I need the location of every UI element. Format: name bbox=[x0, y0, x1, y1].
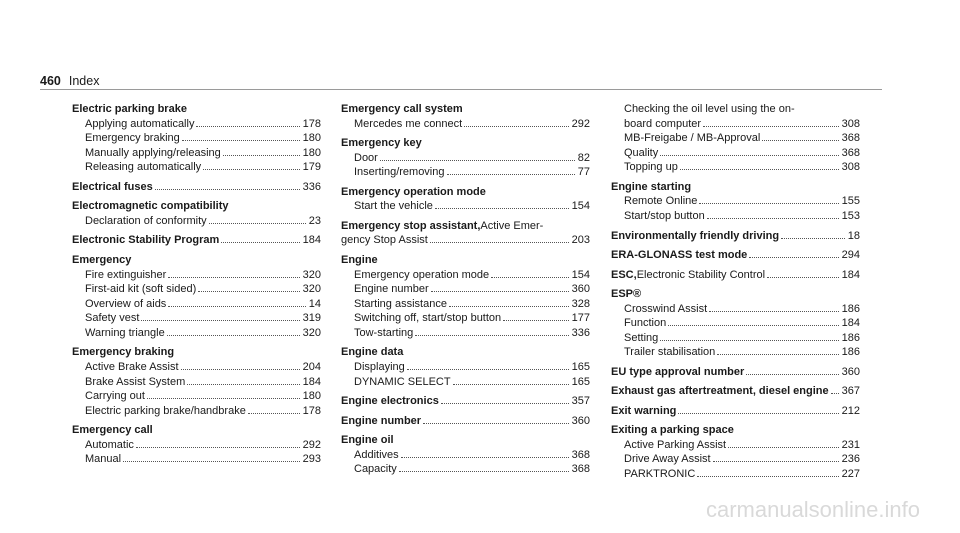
page-header bbox=[40, 74, 99, 88]
index-subentry-text: Overview of aids bbox=[85, 297, 167, 310]
dot-leader bbox=[401, 457, 569, 458]
dot-leader bbox=[123, 461, 300, 462]
page-reference[interactable]: 294 bbox=[841, 249, 860, 262]
index-subentry[interactable] bbox=[72, 452, 321, 467]
index-subentry-text: Declaration of conformity bbox=[85, 214, 207, 227]
index-heading-crossref: Active Emer- bbox=[480, 219, 544, 232]
index-heading[interactable] bbox=[611, 248, 860, 263]
index-subentry-text: board computer bbox=[624, 117, 702, 130]
index-entry bbox=[611, 404, 860, 419]
page-reference[interactable]: 308 bbox=[841, 161, 860, 174]
dot-leader bbox=[223, 155, 300, 156]
page-reference[interactable]: 179 bbox=[302, 161, 321, 174]
index-subentry[interactable] bbox=[72, 117, 321, 132]
index-subentry[interactable] bbox=[72, 311, 321, 326]
index-entry bbox=[611, 229, 860, 244]
index-heading[interactable] bbox=[611, 365, 860, 380]
index-subentry-text: Switching off, start/stop button bbox=[354, 312, 502, 325]
index-subentry-text: Start the vehicle bbox=[354, 200, 433, 213]
page-reference[interactable]: 180 bbox=[302, 390, 321, 403]
index-entry bbox=[72, 180, 321, 195]
page-reference[interactable]: 165 bbox=[571, 360, 590, 373]
dot-leader bbox=[668, 325, 838, 326]
page-reference[interactable]: 367 bbox=[841, 385, 860, 398]
index-heading-text: Engine oil bbox=[341, 434, 394, 446]
index-subentry-text: Displaying bbox=[354, 360, 405, 373]
index-column-3 bbox=[611, 102, 860, 487]
index-subentry-text: Carrying out bbox=[85, 390, 145, 403]
index-entry bbox=[341, 345, 590, 389]
index-column-2 bbox=[341, 102, 590, 482]
index-subentry-text: Trailer stabilisation bbox=[624, 346, 716, 359]
dot-leader bbox=[441, 403, 569, 404]
page-reference[interactable]: 82 bbox=[577, 151, 590, 164]
index-subentry-text: Mercedes me connect bbox=[354, 117, 463, 130]
index-heading[interactable] bbox=[611, 268, 860, 283]
page-reference[interactable]: 292 bbox=[571, 117, 590, 130]
page-reference[interactable]: 320 bbox=[302, 283, 321, 296]
index-subentry-text: MB-Freigabe / MB-Approval bbox=[624, 132, 761, 145]
index-heading bbox=[72, 102, 321, 117]
index-subentry-text: Crosswind Assist bbox=[624, 302, 708, 315]
index-subentry-text: Manually applying/releasing bbox=[85, 146, 221, 159]
index-subentry-text: Warning triangle bbox=[85, 326, 165, 339]
index-subentry[interactable] bbox=[341, 297, 590, 312]
index-entry bbox=[611, 365, 860, 380]
page-reference[interactable]: 204 bbox=[302, 360, 321, 373]
index-subentry[interactable] bbox=[72, 297, 321, 312]
index-subentry[interactable] bbox=[341, 462, 590, 477]
index-subentry[interactable] bbox=[611, 452, 860, 467]
index-entry bbox=[72, 102, 321, 175]
page-reference[interactable]: 336 bbox=[302, 180, 321, 193]
page-reference[interactable]: 180 bbox=[302, 132, 321, 145]
index-subentry-text: Automatic bbox=[85, 438, 134, 451]
dot-leader bbox=[407, 369, 569, 370]
index-subentry[interactable] bbox=[611, 331, 860, 346]
dot-leader bbox=[431, 291, 569, 292]
index-heading-text: Emergency stop assistant, bbox=[341, 219, 481, 232]
index-subentry-text: Manual bbox=[85, 453, 122, 466]
page-reference[interactable]: 368 bbox=[841, 132, 860, 145]
dot-leader bbox=[678, 413, 838, 414]
index-entry bbox=[611, 423, 860, 481]
index-subentry[interactable] bbox=[611, 438, 860, 453]
index-subentry[interactable] bbox=[72, 360, 321, 375]
dot-leader bbox=[168, 306, 305, 307]
index-subentry[interactable] bbox=[72, 326, 321, 341]
dot-leader bbox=[713, 461, 839, 462]
page-reference[interactable]: 184 bbox=[302, 375, 321, 388]
index-subentry-text: Inserting/removing bbox=[354, 166, 445, 179]
index-heading[interactable] bbox=[72, 233, 321, 248]
page-reference[interactable]: 184 bbox=[841, 268, 860, 281]
index-subentry[interactable] bbox=[341, 268, 590, 283]
index-heading-text: Emergency key bbox=[341, 137, 422, 150]
index-subentry[interactable] bbox=[341, 151, 590, 166]
page-reference[interactable]: 184 bbox=[302, 234, 321, 247]
dot-leader bbox=[136, 447, 300, 448]
index-entry bbox=[611, 102, 860, 175]
index-heading-text: Emergency call system bbox=[341, 103, 463, 115]
page-reference[interactable]: 368 bbox=[841, 146, 860, 159]
dot-leader bbox=[831, 393, 839, 394]
index-subentry[interactable] bbox=[611, 345, 860, 360]
index-subentry-text: Additives bbox=[354, 448, 399, 461]
dot-leader bbox=[248, 413, 300, 414]
index-heading-text: Emergency bbox=[72, 253, 132, 266]
dot-leader bbox=[196, 126, 299, 127]
index-subentry-text: First-aid kit (soft sided) bbox=[85, 283, 197, 296]
index-subentry[interactable] bbox=[72, 404, 321, 419]
page-reference[interactable]: 319 bbox=[302, 312, 321, 325]
index-subentry[interactable] bbox=[341, 165, 590, 180]
index-subentry-text: Fire extinguisher bbox=[85, 268, 167, 281]
page-reference[interactable]: 292 bbox=[302, 438, 321, 451]
index-subentry[interactable] bbox=[72, 214, 321, 229]
index-heading bbox=[341, 136, 590, 151]
index-subentry-text: Active Parking Assist bbox=[624, 438, 727, 451]
index-heading[interactable] bbox=[611, 404, 860, 419]
dot-leader bbox=[399, 471, 569, 472]
dot-leader bbox=[198, 291, 299, 292]
index-subentry[interactable] bbox=[72, 282, 321, 297]
page-reference[interactable]: 320 bbox=[302, 268, 321, 281]
index-column-1 bbox=[72, 102, 321, 472]
dot-leader bbox=[660, 155, 838, 156]
dot-leader bbox=[699, 203, 838, 204]
index-heading-text: Electrical fuses bbox=[72, 180, 153, 193]
dot-leader bbox=[697, 476, 838, 477]
index-subentry-text: Electric parking brake/handbrake bbox=[85, 404, 246, 417]
index-subentry-text: Start/stop button bbox=[624, 210, 705, 223]
dot-leader bbox=[707, 218, 839, 219]
dot-leader bbox=[415, 335, 568, 336]
index-subentry[interactable] bbox=[611, 302, 860, 317]
index-entry bbox=[72, 423, 321, 467]
index-entry bbox=[611, 248, 860, 263]
index-heading-text: Exit warning bbox=[611, 404, 677, 417]
dot-leader bbox=[453, 384, 569, 385]
index-subentry[interactable] bbox=[611, 160, 860, 175]
index-subentry[interactable] bbox=[72, 131, 321, 146]
index-subentry[interactable] bbox=[611, 117, 860, 132]
page-reference[interactable]: 177 bbox=[571, 312, 590, 325]
index-heading-text: Environmentally friendly driving bbox=[611, 229, 780, 242]
page-reference[interactable]: 155 bbox=[841, 195, 860, 208]
dot-leader bbox=[182, 140, 300, 141]
page-reference[interactable]: 357 bbox=[571, 395, 590, 408]
index-subentry-text: Applying automatically bbox=[85, 117, 195, 130]
index-subentry-text: Engine number bbox=[354, 283, 429, 296]
page-reference[interactable]: 308 bbox=[841, 117, 860, 130]
page-reference[interactable]: 165 bbox=[571, 375, 590, 388]
page-reference[interactable]: 186 bbox=[841, 302, 860, 315]
index-subentry[interactable] bbox=[341, 117, 590, 132]
page-reference[interactable]: 320 bbox=[302, 326, 321, 339]
index-entry bbox=[611, 287, 860, 360]
index-heading bbox=[72, 345, 321, 360]
index-heading bbox=[611, 287, 860, 302]
dot-leader bbox=[491, 277, 569, 278]
page-reference[interactable]: 18 bbox=[847, 229, 860, 242]
index-heading-text: ESP® bbox=[611, 287, 642, 300]
dot-leader bbox=[749, 257, 838, 258]
watermark: carmanualsonline.info bbox=[705, 497, 920, 522]
page-reference[interactable]: 77 bbox=[577, 166, 590, 179]
index-entry bbox=[72, 199, 321, 228]
index-subentry[interactable] bbox=[611, 194, 860, 209]
page-reference[interactable]: 153 bbox=[841, 210, 860, 223]
page-reference[interactable]: 231 bbox=[841, 438, 860, 451]
index-heading bbox=[341, 219, 590, 234]
index-subentry[interactable] bbox=[341, 282, 590, 297]
dot-leader bbox=[221, 242, 299, 243]
index-heading[interactable] bbox=[611, 384, 860, 399]
page-reference[interactable]: 154 bbox=[571, 200, 590, 213]
dot-leader bbox=[680, 169, 839, 170]
dot-leader bbox=[660, 340, 838, 341]
dot-leader bbox=[167, 335, 300, 336]
dot-leader bbox=[141, 320, 299, 321]
index-subentry-text: Function bbox=[624, 317, 667, 330]
index-heading-text: Engine electronics bbox=[341, 395, 439, 408]
index-heading-text: Electric parking brake bbox=[72, 103, 187, 115]
index-heading bbox=[611, 423, 860, 438]
index-entry bbox=[341, 253, 590, 341]
page-reference[interactable]: 360 bbox=[841, 365, 860, 378]
dot-leader bbox=[155, 189, 300, 190]
index-heading-text: Emergency braking bbox=[72, 346, 175, 359]
index-heading-continuation[interactable] bbox=[341, 233, 590, 248]
index-heading bbox=[72, 423, 321, 438]
section-title: Index bbox=[68, 74, 100, 88]
index-heading bbox=[341, 185, 590, 200]
index-subentry-text: Emergency operation mode bbox=[354, 268, 490, 281]
dot-leader bbox=[147, 398, 300, 399]
index-subentry[interactable] bbox=[341, 199, 590, 214]
index-subentry-text: Capacity bbox=[354, 463, 397, 476]
index-subentry-text: Door bbox=[354, 151, 378, 164]
dot-leader bbox=[380, 160, 575, 161]
page-reference[interactable]: 180 bbox=[302, 146, 321, 159]
index-subentry[interactable] bbox=[72, 268, 321, 283]
index-subentry[interactable] bbox=[72, 438, 321, 453]
index-subentry[interactable] bbox=[611, 467, 860, 482]
index-subentry-text: Tow-starting bbox=[354, 326, 414, 339]
dot-leader bbox=[464, 126, 568, 127]
index-subentry-text: PARKTRONIC bbox=[624, 468, 696, 481]
index-subentry-text: Brake Assist System bbox=[85, 375, 186, 388]
index-subentry[interactable] bbox=[72, 146, 321, 161]
page-reference[interactable]: 186 bbox=[841, 346, 860, 359]
dot-leader bbox=[447, 174, 575, 175]
index-heading-text: Engine number bbox=[341, 414, 422, 427]
dot-leader bbox=[709, 311, 839, 312]
dot-leader bbox=[717, 354, 838, 355]
index-heading bbox=[341, 345, 590, 360]
dot-leader bbox=[767, 277, 839, 278]
page-reference[interactable]: 203 bbox=[571, 234, 590, 247]
index-subentry-text: DYNAMIC SELECT bbox=[354, 375, 451, 388]
index-entry bbox=[72, 233, 321, 248]
page-reference[interactable]: 178 bbox=[302, 117, 321, 130]
index-subentry[interactable] bbox=[341, 448, 590, 463]
index-heading bbox=[72, 253, 321, 268]
dot-leader bbox=[728, 447, 839, 448]
index-heading[interactable] bbox=[611, 229, 860, 244]
index-heading-text: Engine data bbox=[341, 346, 404, 359]
index-subentry[interactable] bbox=[341, 375, 590, 390]
dot-leader bbox=[187, 384, 299, 385]
index-heading[interactable] bbox=[341, 394, 590, 409]
index-subentry[interactable] bbox=[72, 375, 321, 390]
index-subentry-text: Topping up bbox=[624, 161, 678, 174]
index-heading-text: Electronic Stability Program bbox=[72, 234, 220, 247]
page-reference[interactable]: 186 bbox=[841, 331, 860, 344]
page-reference[interactable]: 212 bbox=[841, 404, 860, 417]
dot-leader bbox=[781, 238, 845, 239]
index-subentry[interactable] bbox=[341, 311, 590, 326]
index-entry bbox=[611, 268, 860, 283]
index-subentry-text: Setting bbox=[624, 331, 659, 344]
index-subentry-text: Releasing automatically bbox=[85, 161, 202, 174]
index-heading[interactable] bbox=[72, 180, 321, 195]
index-heading-text: Exiting a parking space bbox=[611, 424, 734, 437]
index-heading bbox=[341, 102, 590, 117]
dot-leader bbox=[746, 374, 838, 375]
index-heading-text: EU type approval number bbox=[611, 365, 745, 378]
dot-leader bbox=[168, 277, 299, 278]
index-heading-text: Exhaust gas aftertreatment, diesel engine bbox=[611, 385, 829, 398]
index-subentry-text: Active Brake Assist bbox=[85, 360, 179, 373]
page-reference[interactable]: 23 bbox=[308, 214, 321, 227]
index-heading-text: Electromagnetic compatibility bbox=[72, 200, 229, 213]
page-number: 460 bbox=[40, 74, 61, 88]
index-heading bbox=[72, 199, 321, 214]
index-entry bbox=[341, 102, 590, 131]
index-entry bbox=[341, 219, 590, 248]
index-entry bbox=[611, 180, 860, 224]
index-subentry[interactable] bbox=[611, 131, 860, 146]
index-heading-text: Emergency call bbox=[72, 424, 153, 437]
index-subentry[interactable] bbox=[72, 160, 321, 175]
page-reference[interactable]: 368 bbox=[571, 448, 590, 461]
dot-leader bbox=[762, 140, 838, 141]
page-reference[interactable]: 360 bbox=[571, 414, 590, 427]
index-heading bbox=[341, 433, 590, 448]
index-heading-text: Emergency operation mode bbox=[341, 185, 486, 198]
page-reference[interactable]: 328 bbox=[571, 297, 590, 310]
index-subentry-text: Starting assistance bbox=[354, 297, 447, 310]
index-entry bbox=[341, 394, 590, 409]
index-heading-text: ERA-GLONASS test mode bbox=[611, 249, 748, 262]
index-entry bbox=[341, 136, 590, 180]
index-subentry-text: Drive Away Assist bbox=[624, 453, 711, 466]
index-heading bbox=[341, 253, 590, 268]
index-entry bbox=[611, 384, 860, 399]
page-reference[interactable]: 368 bbox=[571, 463, 590, 476]
index-heading-text: Engine starting bbox=[611, 180, 692, 193]
index-heading-crossref: Electronic Stability Control bbox=[636, 268, 766, 281]
index-subentry[interactable] bbox=[611, 316, 860, 331]
index-subentry-text: Emergency braking bbox=[85, 132, 180, 145]
index-subentry[interactable] bbox=[72, 389, 321, 404]
index-subentry-text: Checking the oil level using the on- bbox=[624, 103, 795, 115]
header-divider bbox=[40, 89, 882, 90]
dot-leader bbox=[181, 369, 300, 370]
index-entry bbox=[72, 345, 321, 418]
index-subentry-text: Safety vest bbox=[85, 312, 140, 325]
index-entry bbox=[341, 185, 590, 214]
dot-leader bbox=[503, 320, 568, 321]
index-subentry[interactable] bbox=[341, 360, 590, 375]
page-reference[interactable]: 336 bbox=[571, 326, 590, 339]
index-entry bbox=[341, 433, 590, 477]
index-heading-text: ESC, bbox=[611, 268, 637, 281]
index-subentry[interactable] bbox=[611, 146, 860, 161]
index-heading-continuation-text: gency Stop Assist bbox=[341, 234, 428, 247]
page-reference[interactable]: 154 bbox=[571, 268, 590, 281]
page-reference[interactable]: 293 bbox=[302, 453, 321, 466]
dot-leader bbox=[203, 169, 299, 170]
dot-leader bbox=[430, 242, 569, 243]
page-reference[interactable]: 14 bbox=[308, 297, 321, 310]
dot-leader bbox=[449, 306, 569, 307]
dot-leader bbox=[703, 126, 839, 127]
index-heading[interactable] bbox=[341, 414, 590, 429]
index-subentry[interactable] bbox=[611, 209, 860, 224]
index-entry bbox=[341, 414, 590, 429]
index-entry bbox=[72, 253, 321, 341]
index-subentry-text: Remote Online bbox=[624, 195, 698, 208]
page-reference[interactable]: 178 bbox=[302, 404, 321, 417]
index-heading bbox=[611, 180, 860, 195]
dot-leader bbox=[423, 423, 569, 424]
page-reference[interactable]: 360 bbox=[571, 283, 590, 296]
index-subentry-text: Quality bbox=[624, 146, 659, 159]
index-heading-text: Engine bbox=[341, 253, 378, 266]
page-reference[interactable]: 236 bbox=[841, 453, 860, 466]
page-reference[interactable]: 184 bbox=[841, 317, 860, 330]
dot-leader bbox=[209, 223, 306, 224]
dot-leader bbox=[435, 208, 569, 209]
index-subentry[interactable] bbox=[341, 326, 590, 341]
page-reference[interactable]: 227 bbox=[841, 468, 860, 481]
